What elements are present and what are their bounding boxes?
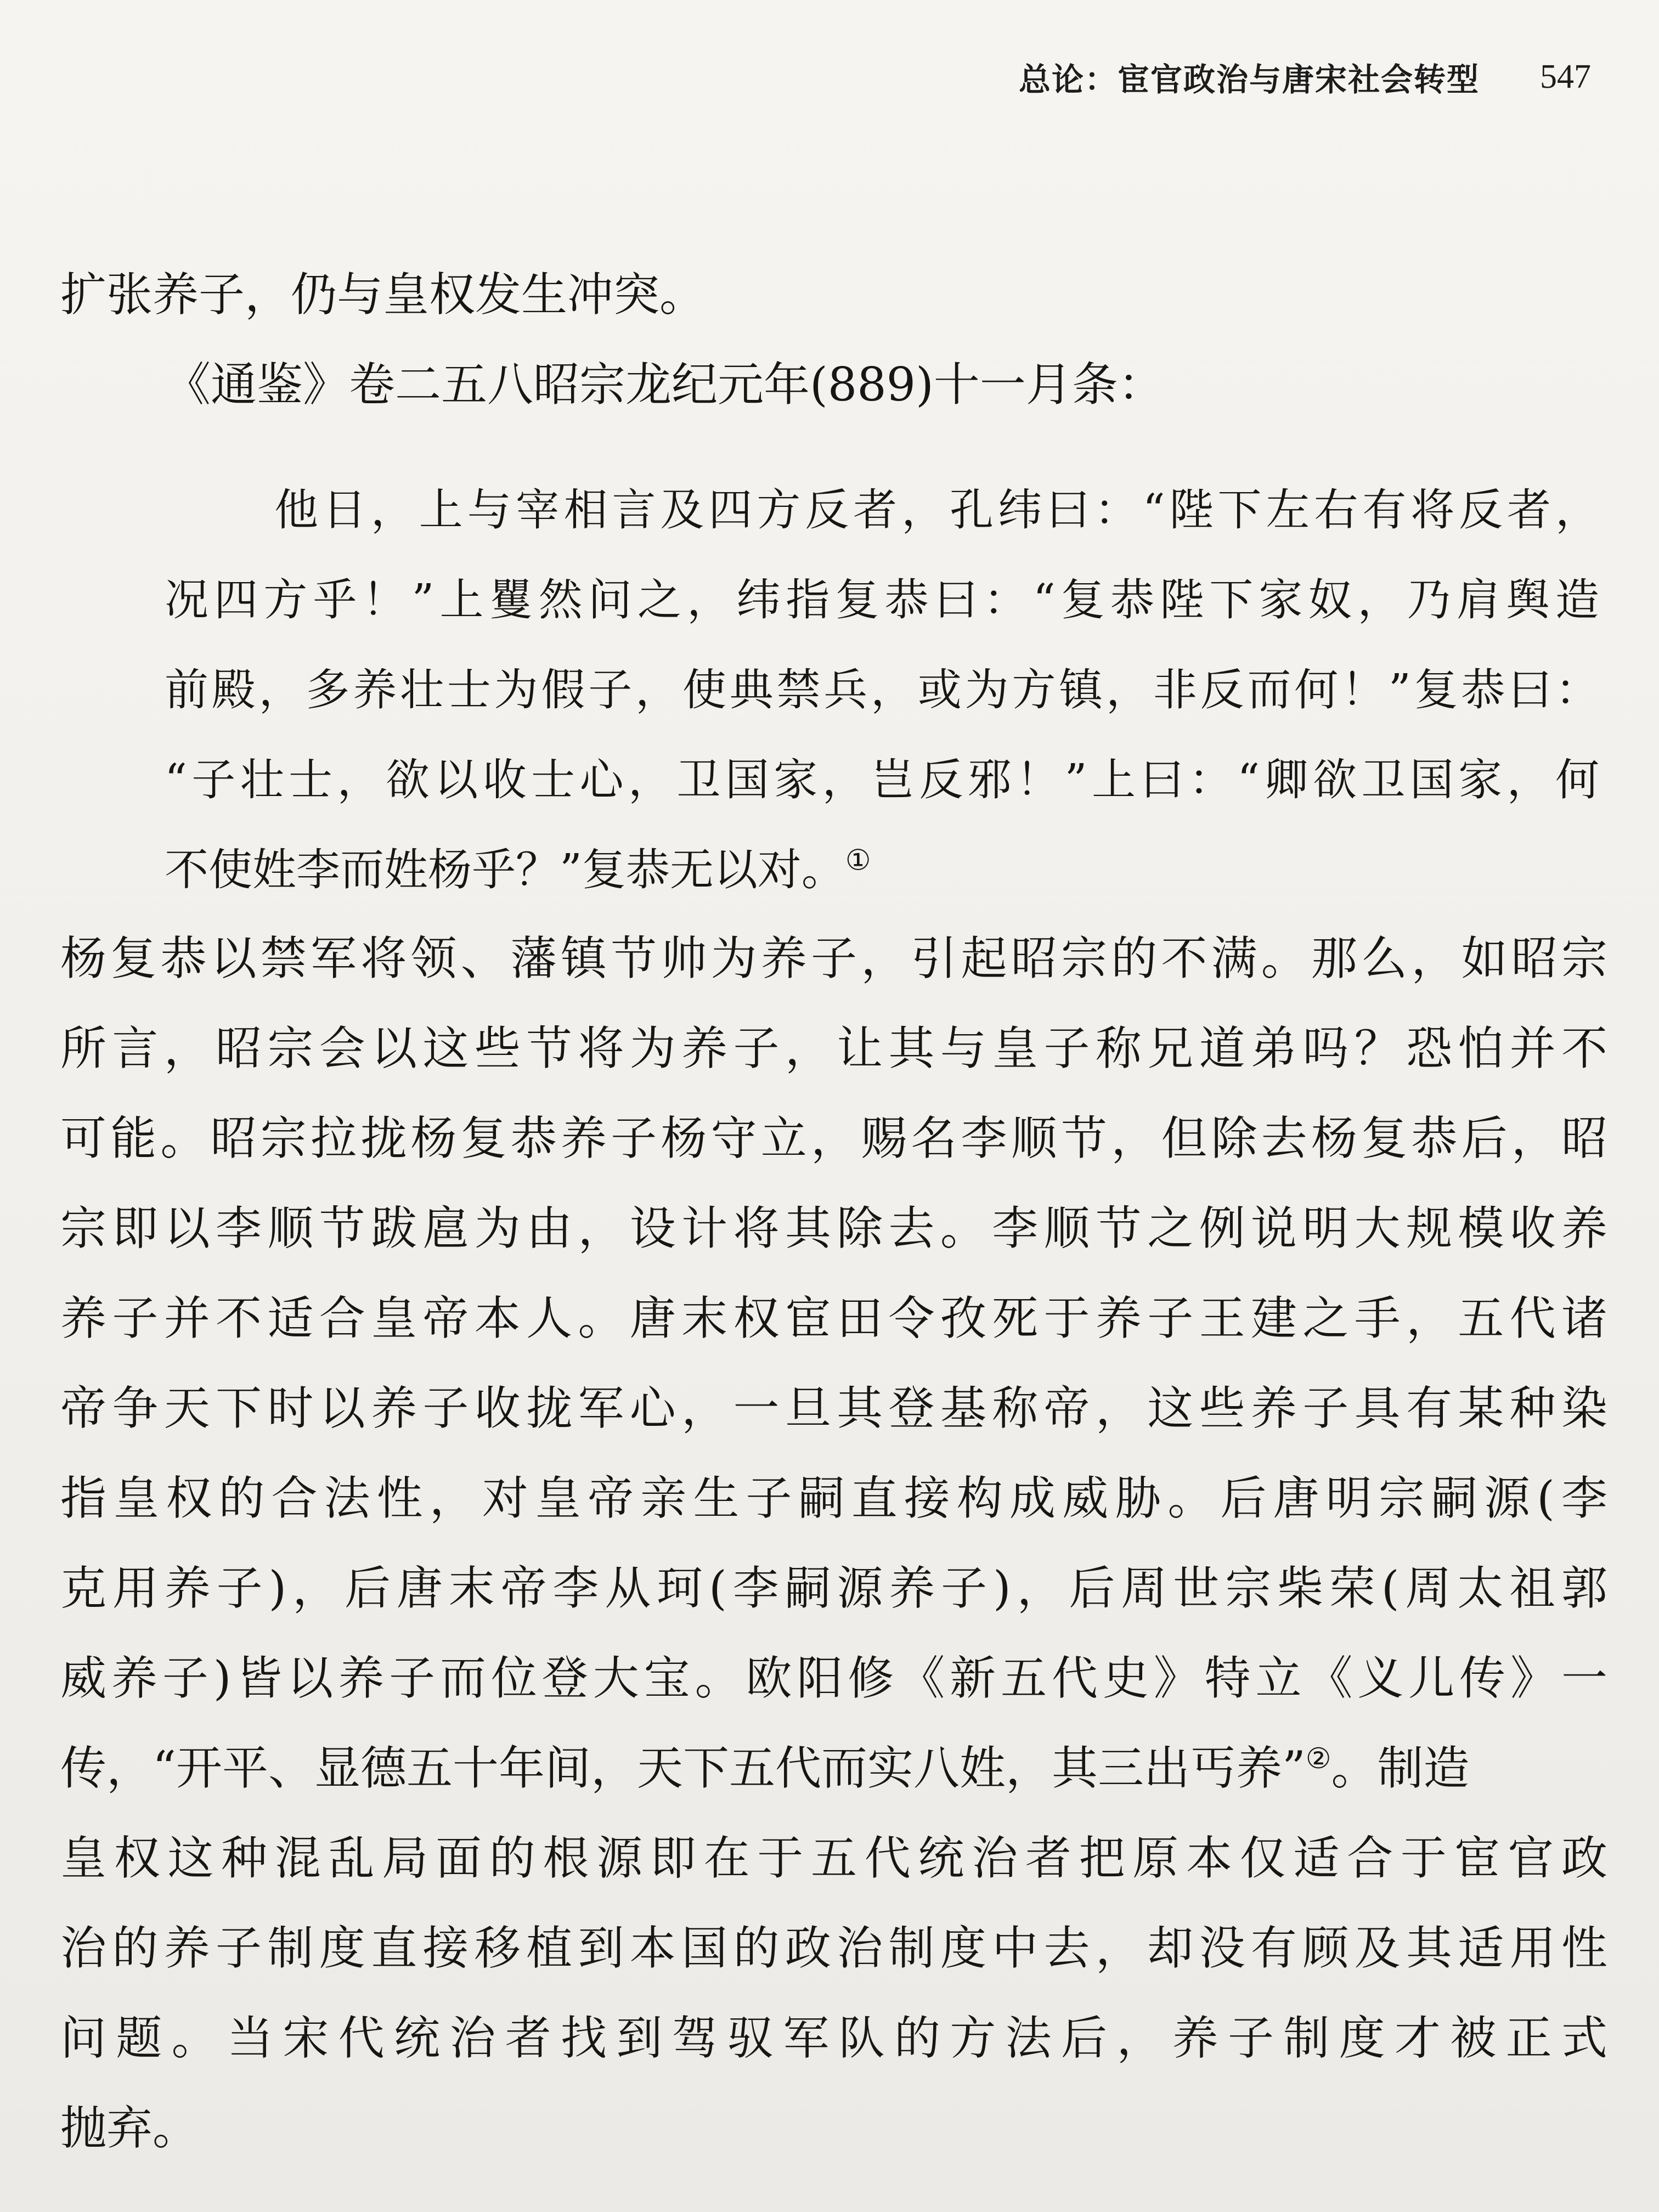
quote-line: “子壮士，欲以收士心，卫国家，岂反邪！”上曰：“卿欲卫国家，何 <box>165 754 1599 805</box>
text-line: 抛弃。 <box>60 2101 199 2155</box>
quote-line <box>165 826 1599 916</box>
text-line: 治的养子制度直接移植到本国的政治制度中去，却没有顾及其适用性 <box>60 1921 1607 1975</box>
footnote-marker: ① <box>845 844 871 877</box>
text-line: 所言，昭宗会以这些节将为养子，让其与皇子称兄道弟吗？恐怕并不 <box>60 1022 1607 1075</box>
text-line: 扩张养子，仍与皇权发生冲突。 <box>60 268 706 321</box>
text-line: 威养子)皆以养子而位登大宝。欧阳修《新五代史》特立《义儿传》一 <box>60 1651 1607 1705</box>
quote-line: 况四方乎！”上矍然问之，纬指复恭曰：“复恭陛下家奴，乃肩舆造 <box>165 574 1599 625</box>
text-line: 指皇权的合法性，对皇帝亲生子嗣直接构成威胁。后唐明宗嗣源(李 <box>60 1471 1607 1525</box>
text-line-part: 传，“开平、显德五十年间，天下五代而实八姓，其三出丐养” <box>60 1741 1306 1795</box>
footnote-marker: ② <box>1305 1742 1331 1775</box>
main-paragraph <box>60 913 1607 2173</box>
text-line: 克用养子)，后唐末帝李从珂(李嗣源养子)，后周世宗柴荣(周太祖郭 <box>60 1561 1607 1615</box>
text-line: 皇权这种混乱局面的根源即在于五代统治者把原本仅适合于宦官政 <box>60 1831 1607 1885</box>
text-line: 可能。昭宗拉拢杨复恭养子杨守立，赐名李顺节，但除去杨复恭后，昭 <box>60 1111 1607 1165</box>
quote-line: 他日，上与宰相言及四方反者，孔纬曰：“陛下左右有将反者， <box>274 484 1599 535</box>
paragraph-continuation <box>60 250 1607 340</box>
running-header <box>988 52 1591 101</box>
text-line: 问题。当宋代统治者找到驾驭军队的方法后，养子制度才被正式 <box>60 2011 1607 2065</box>
quote-line-text: 不使姓李而姓杨乎？”复恭无以对。 <box>165 844 845 895</box>
block-quote <box>165 466 1599 916</box>
chapter-title: 总论：宦官政治与唐宋社会转型 <box>1018 61 1480 98</box>
page-number: 547 <box>1540 58 1591 95</box>
text-line: 宗即以李顺节跋扈为由，设计将其除去。李顺节之例说明大规模收养 <box>60 1201 1607 1255</box>
text-line: 杨复恭以禁军将领、藩镇节帅为养子，引起昭宗的不满。那么，如昭宗 <box>60 932 1607 985</box>
text-line: 养子并不适合皇帝本人。唐末权宦田令孜死于养子王建之手，五代诸 <box>60 1291 1607 1345</box>
text-line: 帝争天下时以养子收拢军心，一旦其登基称帝，这些养子具有某种染 <box>60 1381 1607 1435</box>
quote-line: 前殿，多养壮士为假子，使典禁兵，或为方镇，非反而何！”复恭曰： <box>165 664 1599 715</box>
source-citation <box>165 340 1659 430</box>
text-line: 《通鉴》卷二五八昭宗龙纪元年(889)十一月条： <box>165 358 1164 411</box>
text-line-part: 。制造 <box>1331 1741 1470 1795</box>
text-line <box>60 1723 1607 1813</box>
